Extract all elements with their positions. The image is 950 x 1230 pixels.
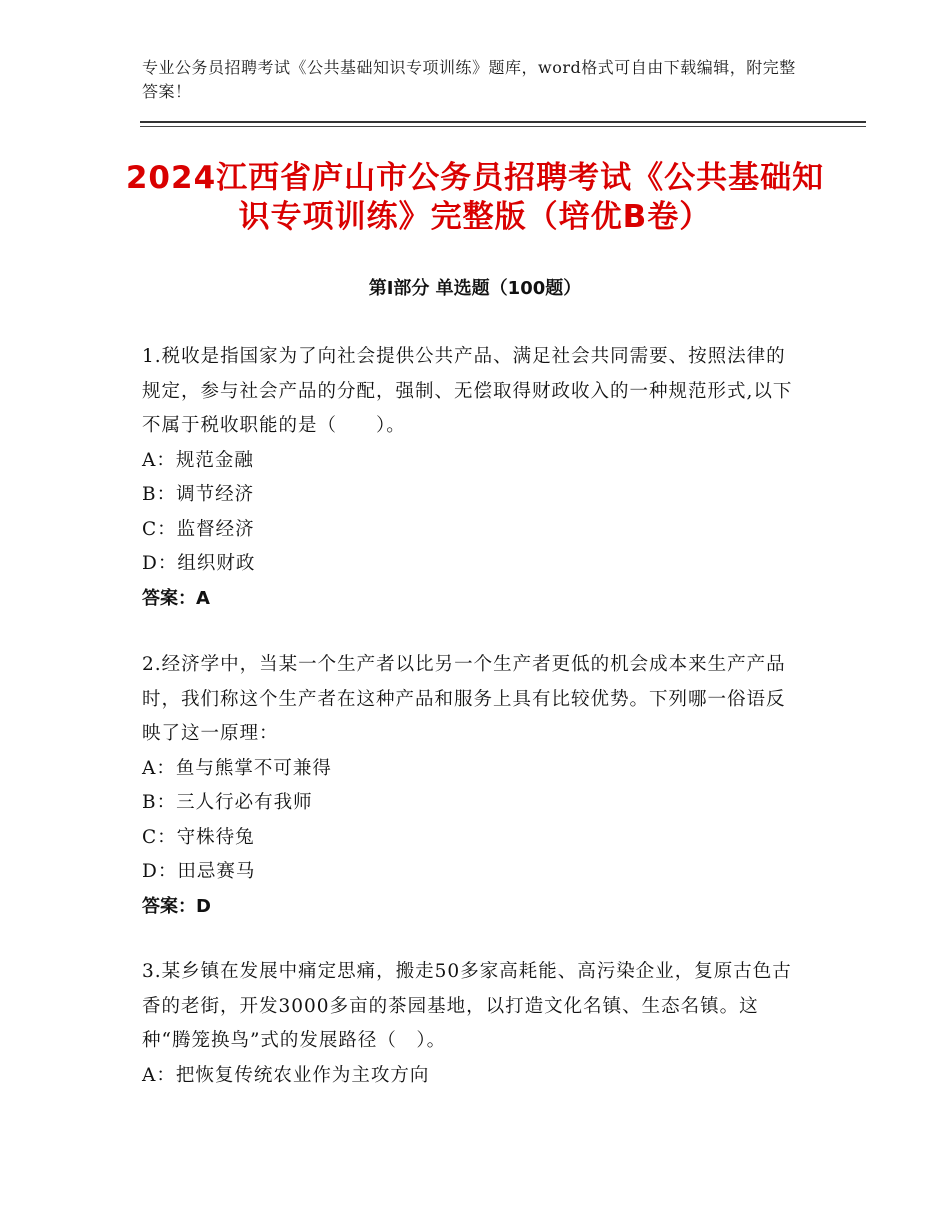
option-d: D：组织财政 — [142, 553, 256, 574]
option-c: C：守株待兔 — [142, 826, 255, 848]
question-1 — [142, 340, 802, 616]
question-stem: 1.税收是指国家为了向社会提供公共产品、满足社会共同需要、按照法律的规定，参与社会产品的分配，强制、无偿取得财政收入的一种规范形式,以下不属于税收职能的是（ ）。 — [142, 346, 793, 436]
header-divider-thin — [140, 126, 866, 127]
answer-label: 答案：A — [142, 587, 210, 609]
question-stem: 2.经济学中，当某一个生产者以比另一个生产者更低的机会成本来生产产品时，我们称这个生产者在这种产品和服务上具有比较优势。下列哪一俗语反映了这一原理： — [142, 654, 786, 744]
option-b: B：调节经济 — [142, 484, 255, 505]
question-2 — [142, 648, 802, 924]
question-stem: 3.某乡镇在发展中痛定思痛，搬走50多家高耗能、高污染企业，复原古色古香的老街，开发3000多亩的茶园基地，以打造文化名镇、生态名镇。这种“腾笼换鸟”式的发展路径（ ）。 — [142, 961, 792, 1051]
document-title: 2024江西省庐山市公务员招聘考试《公共基础知识专项训练》完整版（培优B卷） — [125, 160, 825, 235]
header-note: 专业公务员招聘考试《公共基础知识专项训练》题库，word格式可自由下载编辑，附完整答案！ — [142, 58, 796, 101]
option-b: B：三人行必有我师 — [142, 792, 313, 813]
question-3 — [142, 955, 802, 1093]
option-a: A：把恢复传统农业作为主攻方向 — [142, 1064, 430, 1086]
section-title: 第Ⅰ部分 单选题（100题） — [368, 278, 582, 299]
answer-label: 答案：D — [142, 895, 211, 917]
option-a: A：鱼与熊掌不可兼得 — [142, 757, 332, 779]
option-c: C：监督经济 — [142, 518, 255, 540]
option-a: A：规范金融 — [142, 449, 254, 471]
header-divider — [140, 121, 866, 123]
option-d: D：田忌赛马 — [142, 861, 256, 882]
